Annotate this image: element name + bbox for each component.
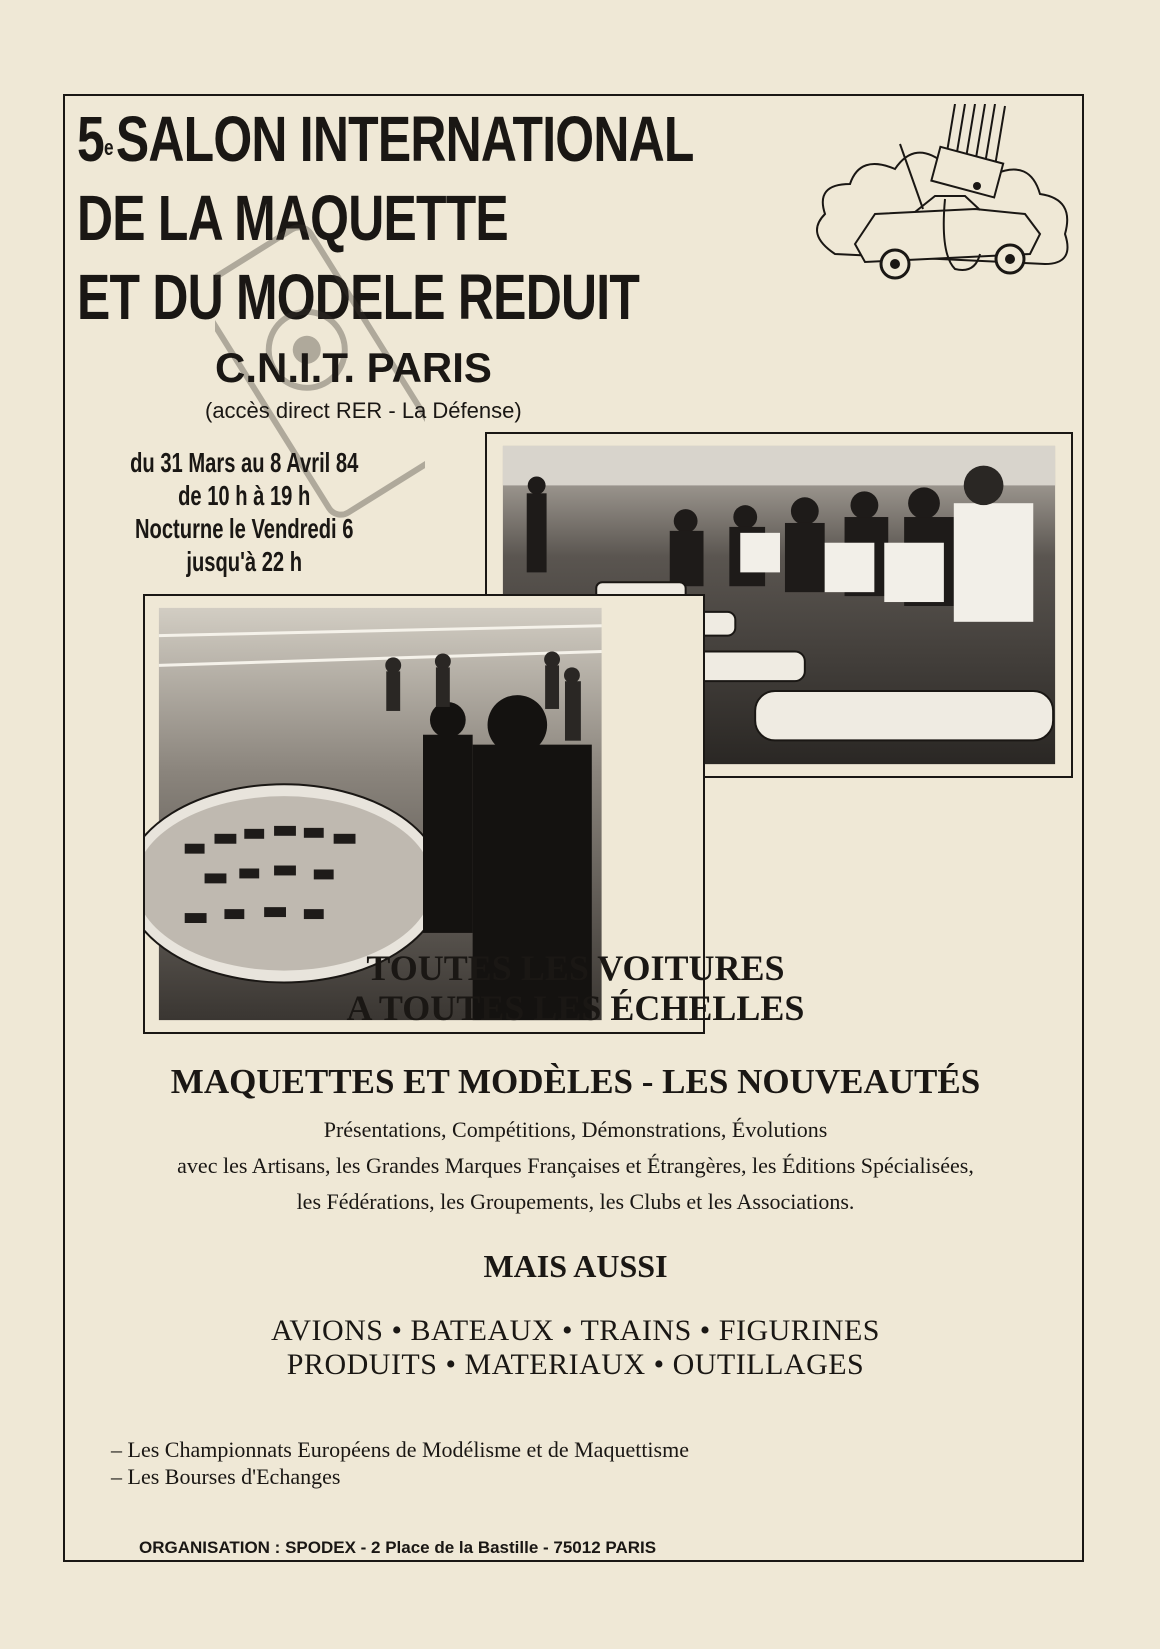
tagline xyxy=(65,948,1086,1028)
organisation-footer: ORGANISATION : SPODEX - 2 Place de la Bastille - 75012 PARIS xyxy=(139,1538,657,1557)
date-line: de 10 h à 19 h xyxy=(178,480,311,511)
also-list xyxy=(65,1314,1086,1382)
rc-car-cartoon-icon xyxy=(805,104,1077,304)
bullet-item: – Les Championnats Européens de Modélisme et de Maquettisme xyxy=(111,1437,689,1462)
date-line: jusqu'à 22 h xyxy=(186,546,303,577)
also-line: AVIONS • BATEAUX • TRAINS • FIGURINES xyxy=(271,1314,880,1347)
dates-block xyxy=(93,446,395,578)
tagline-line: TOUTES LES VOITURES xyxy=(366,948,785,988)
date-line: du 31 Mars au 8 Avril 84 xyxy=(130,447,359,478)
tagline-line: A TOUTES LES ÉCHELLES xyxy=(346,988,805,1028)
access-info: (accès direct RER - La Défense) xyxy=(205,398,522,423)
bullet-list xyxy=(111,1436,689,1490)
description-line: avec les Artisans, les Grandes Marques Françaises et Étrangères, les Éditions Spécialisées, xyxy=(177,1153,974,1178)
poster-frame xyxy=(63,94,1084,1562)
also-line: PRODUITS • MATERIAUX • OUTILLAGES xyxy=(286,1348,865,1381)
venue: C.N.I.T. PARIS xyxy=(215,344,492,391)
headline-line-3: ET DU MODELE REDUIT xyxy=(77,261,640,333)
headline-line-2: DE LA MAQUETTE xyxy=(77,182,508,254)
bullet-item: – Les Bourses d'Echanges xyxy=(111,1464,341,1489)
headline-line-1: 5eSALON INTERNATIONAL xyxy=(77,103,694,175)
description-line: Présentations, Compétitions, Démonstrations, Évolutions xyxy=(323,1117,828,1142)
description-line: les Fédérations, les Groupements, les Clubs et les Associations. xyxy=(296,1189,855,1214)
subhead: MAQUETTES ET MODÈLES - LES NOUVEAUTÉS xyxy=(170,1062,981,1101)
date-line: Nocturne le Vendredi 6 xyxy=(134,513,354,544)
description xyxy=(65,1112,1086,1220)
also-title: MAIS AUSSI xyxy=(483,1248,668,1284)
